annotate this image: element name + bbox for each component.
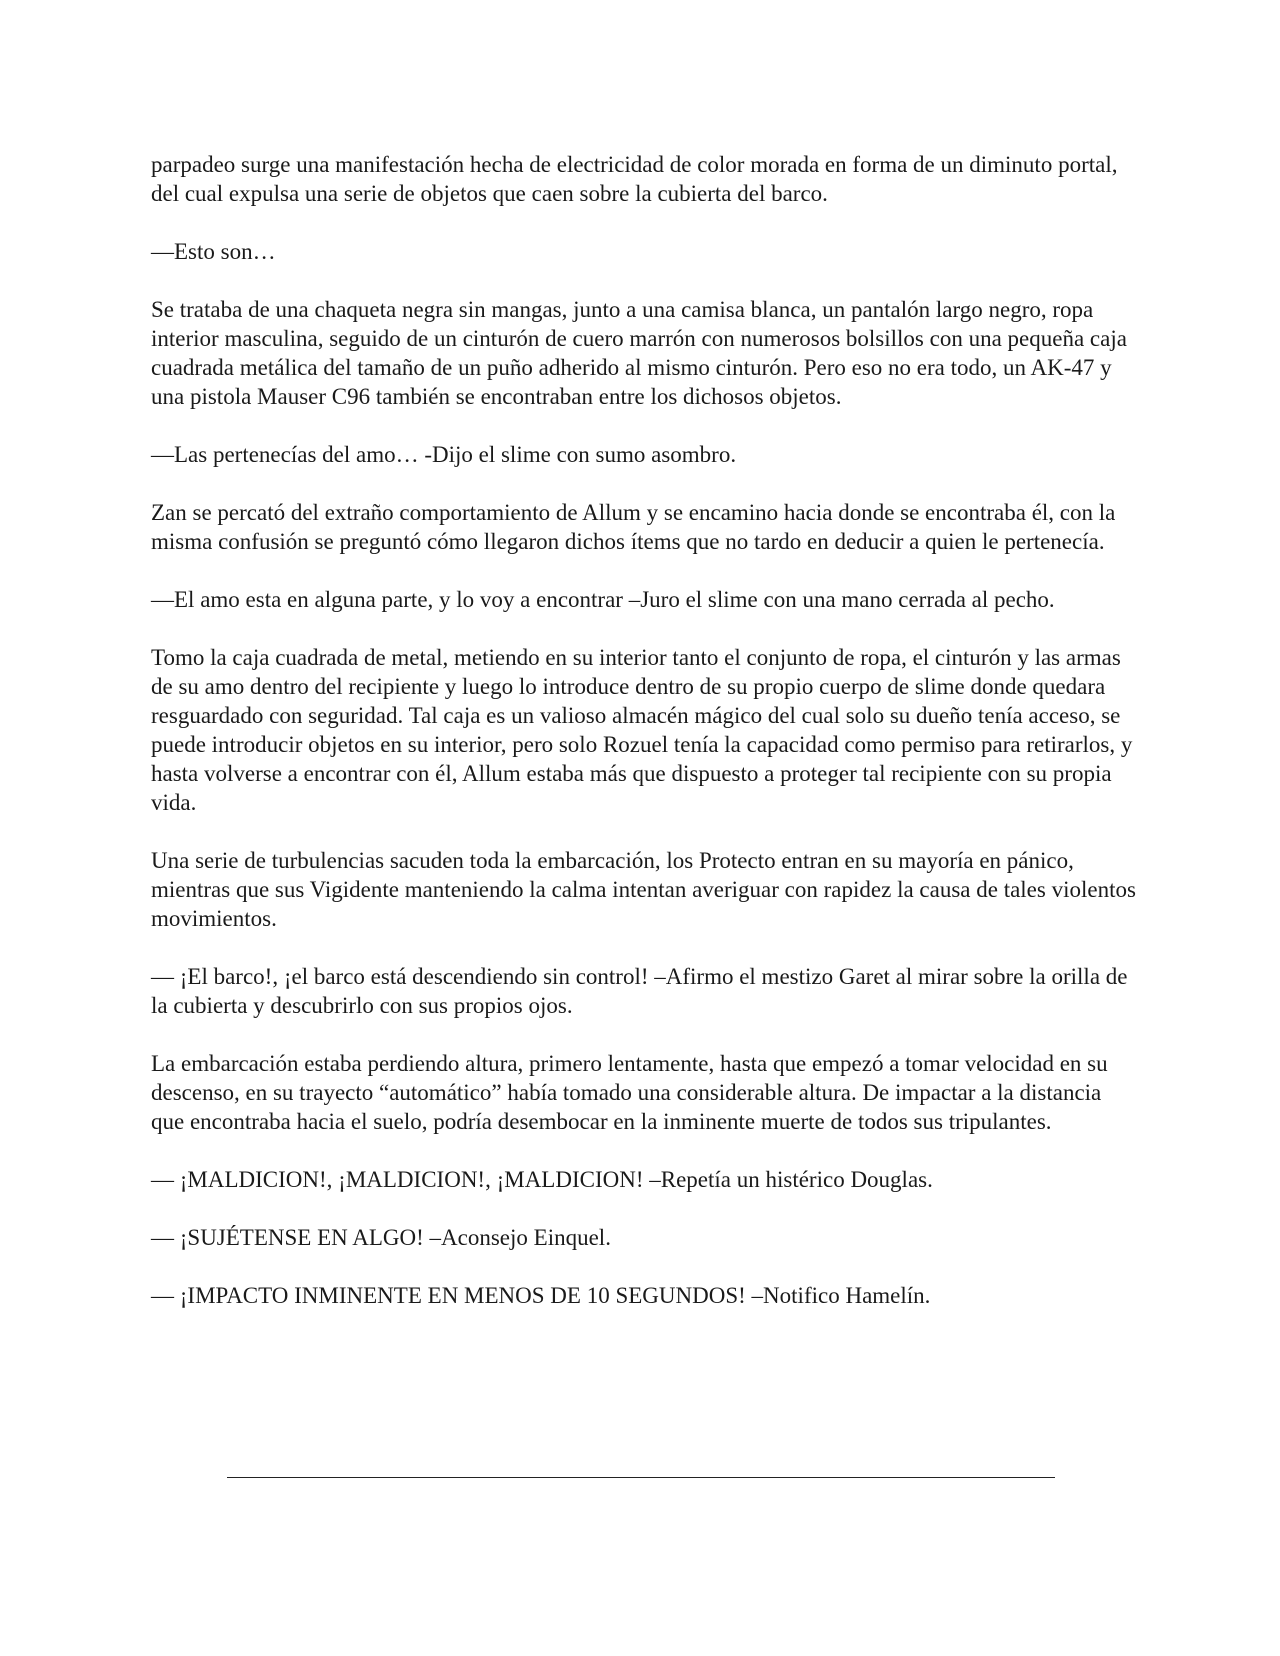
paragraph-caja: Tomo la caja cuadrada de metal, metiendo en su interior tanto el conjunto de ropa, el cinturón y las armas de su amo dentro del recipiente y luego lo introduce dentro de su propio cuerpo de slime donde quedara resguardado con seguridad. Tal caja es un valioso almacén mágico del cual solo su dueño tenía acceso, se puede introducir objetos en su interior, pero solo Rozuel tenía la capacidad como permiso para retirarlos, y hasta volverse a encontrar con él, Allum estaba más que dispuesto a proteger tal recipiente con su propia vida. <box>151 645 1133 815</box>
section-divider <box>227 1477 1055 1478</box>
paragraph-dialogue-amo: —El amo esta en alguna parte, y lo voy a encontrar –Juro el slime con una mano cerrada al pecho. <box>151 587 1055 612</box>
paragraph-objects: Se trataba de una chaqueta negra sin mangas, junto a una camisa blanca, un pantalón largo negro, ropa interior masculina, seguido de un cinturón de cuero marrón con numerosos bolsillos con una pequeña caja cuadrada metálica del tamaño de un puño adherido al mismo cinturón. Pero eso no era todo, un AK-47 y una pistola Mauser C96 también se encontraban entre los dichosos objetos. <box>151 297 1127 409</box>
paragraph-dialogue-impacto: — ¡IMPACTO INMINENTE EN MENOS DE 10 SEGUNDOS! –Notifico Hamelín. <box>151 1283 931 1308</box>
paragraph-dialogue-barco: — ¡El barco!, ¡el barco está descendiendo sin control! –Afirmo el mestizo Garet al mirar sobre la orilla de la cubierta y descubrirlo con sus propios ojos. <box>151 964 1128 1018</box>
paragraph-turbulencias: Una serie de turbulencias sacuden toda la embarcación, los Protecto entran en su mayoría en pánico, mientras que sus Vigidente manteniendo la calma intentan averiguar con rapidez la causa de tales violentos movimientos. <box>151 848 1136 931</box>
paragraph-dialogue-sujetense: — ¡SUJÉTENSE EN ALGO! –Aconsejo Einquel. <box>151 1225 611 1250</box>
paragraph-portal: parpadeo surge una manifestación hecha de electricidad de color morada en forma de un diminuto portal, del cual expulsa una serie de objetos que caen sobre la cubierta del barco. <box>151 152 1118 206</box>
paragraph-dialogue-maldicion: — ¡MALDICION!, ¡MALDICION!, ¡MALDICION! –Repetía un histérico Douglas. <box>151 1167 933 1192</box>
paragraph-dialogue-pertenencias: —Las pertenecías del amo… -Dijo el slime con sumo asombro. <box>151 442 737 467</box>
document-page <box>151 150 1136 1310</box>
paragraph-embarcacion: La embarcación estaba perdiendo altura, primero lentamente, hasta que empezó a tomar velocidad en su descenso, en su trayecto “automático” había tomado una considerable altura. De impactar a la distancia que encontraba hacia el suelo, podría desembocar en la inminente muerte de todos sus tripulantes. <box>151 1051 1108 1134</box>
paragraph-dialogue-esto-son: —Esto son… <box>151 239 276 264</box>
paragraph-zan: Zan se percató del extraño comportamiento de Allum y se encamino hacia donde se encontraba él, con la misma confusión se preguntó cómo llegaron dichos ítems que no tardo en deducir a quien le pertenecía. <box>151 500 1116 554</box>
